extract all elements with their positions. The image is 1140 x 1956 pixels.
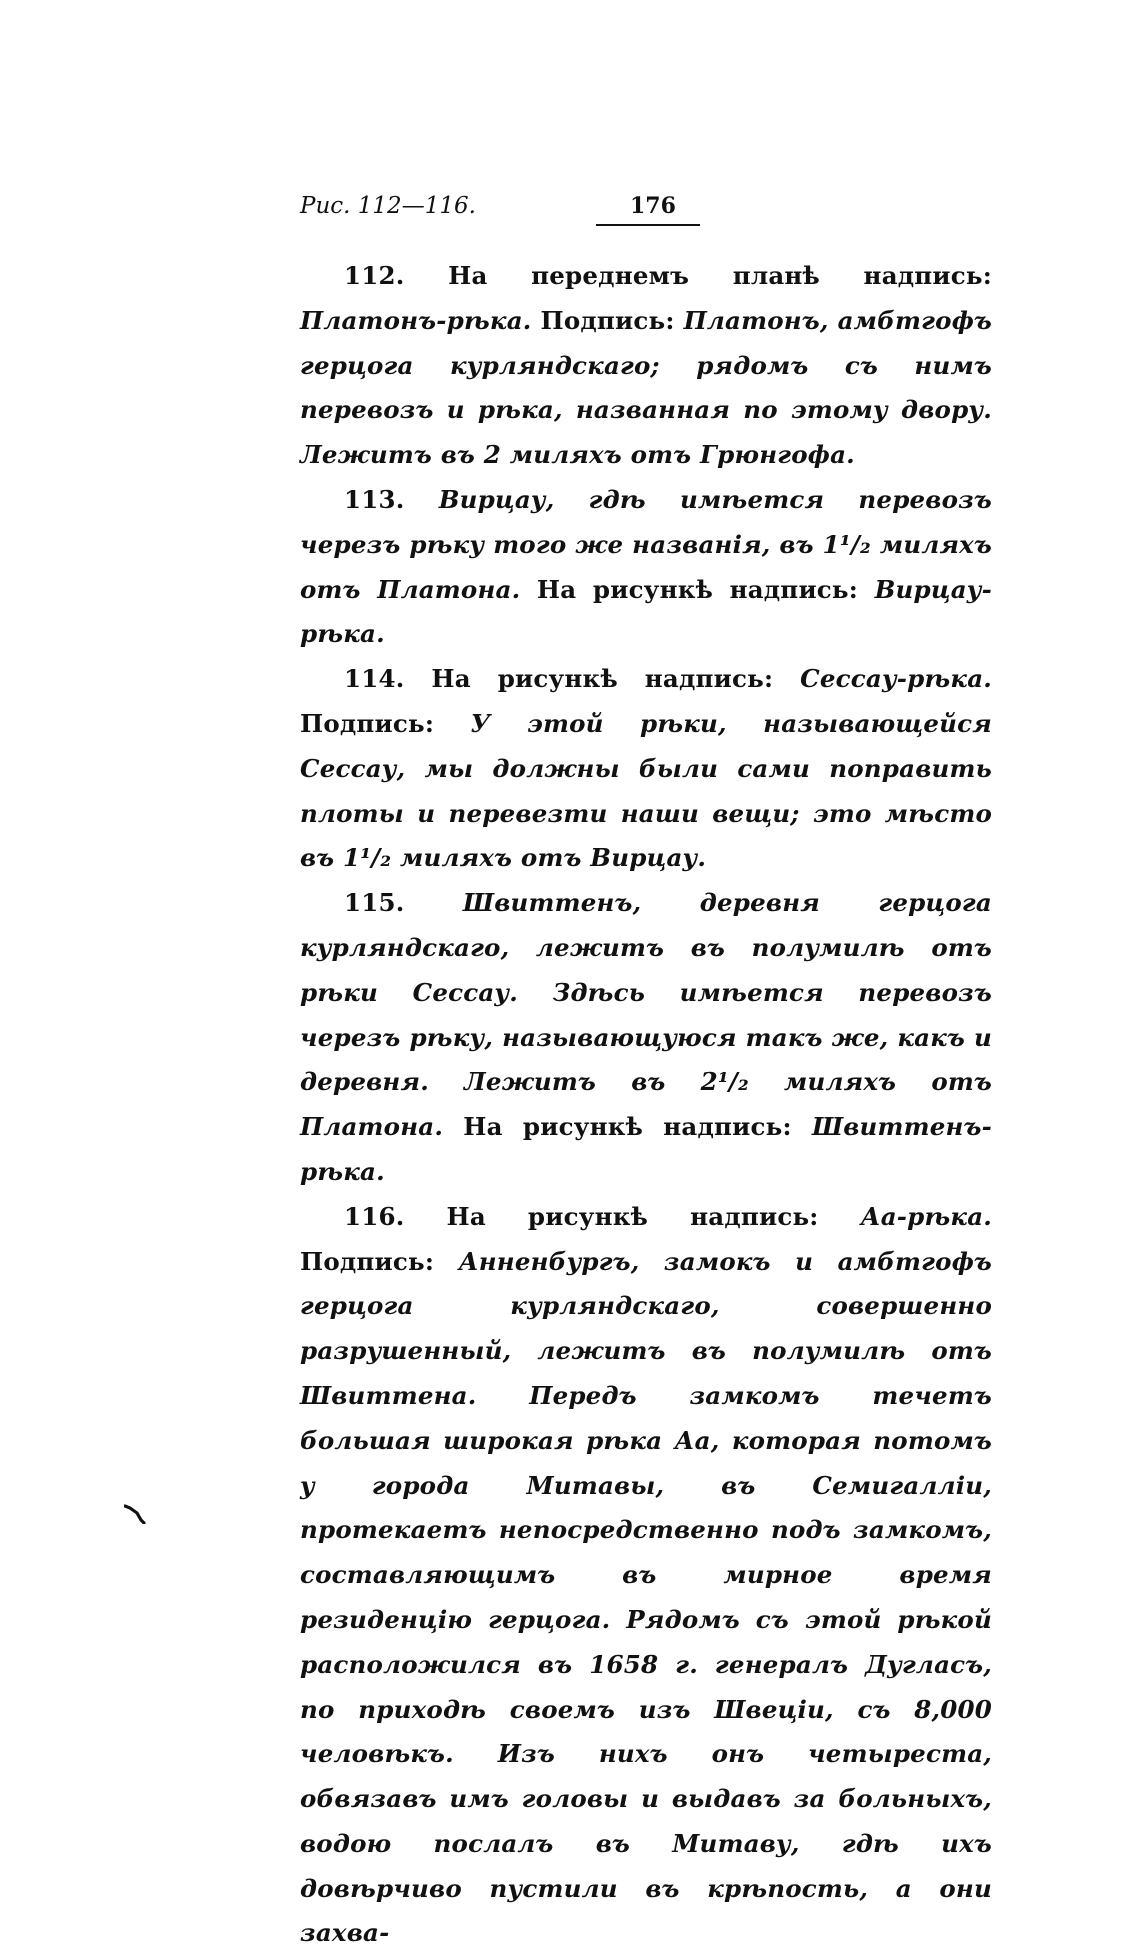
- entry-italic-text: Сессау-рѣка.: [800, 664, 992, 694]
- page-number: 176: [630, 193, 676, 219]
- entry-text: На рисункѣ надпись:: [404, 1201, 861, 1231]
- entry-italic-text: Анненбургъ, замокъ и амбтгофъ герцога курляндскаго, совершенно разрушенный, лежитъ въ полумилѣ отъ Швиттена. Передъ замкомъ течетъ большая широкая рѣка Аа, которая потомъ у города Митавы, въ Семигалліи, протекаетъ непосредственно подъ замкомъ, составляющимъ въ мирное время резиденцію герцога. Рядомъ съ этой рѣкой расположился въ 1658 г. генералъ Дугласъ, по приходѣ своемъ изъ Швеціи, съ 8,000 человѣкъ. Изъ нихъ онъ четыреста, обвязавъ имъ головы и выдавъ за больныхъ, водою послалъ въ Митаву, гдѣ ихъ довѣрчиво пустили въ крѣпость, а они захва-: [300, 1246, 992, 1948]
- caption-entry-115: [300, 881, 992, 1195]
- entry-italic-text: Швиттенъ, деревня герцога курляндскаго, лежитъ въ полумилѣ отъ рѣки Сессау. Здѣсь имѣется перевозъ черезъ рѣку, называющуюся такъ же, какъ и деревня. Лежитъ въ 2¹/₂ миляхъ отъ Платона.: [300, 888, 992, 1142]
- entry-text: На рисункѣ надпись:: [443, 1112, 812, 1142]
- entry-italic-text: Вирцау-рѣка.: [300, 574, 992, 649]
- entry-text: На рисункѣ надпись:: [404, 664, 801, 694]
- entry-text: Подпись:: [300, 708, 471, 738]
- header-rule: [596, 224, 700, 226]
- entry-italic-text: Швиттенъ-рѣка.: [300, 1112, 992, 1186]
- entry-italic-text: Аа-рѣка.: [860, 1201, 992, 1231]
- caption-text-block: [300, 254, 992, 1956]
- entry-number: 115.: [344, 888, 405, 918]
- entry-text: На переднемъ планѣ надпись:: [404, 261, 992, 290]
- entry-italic-text: Платонъ-рѣка.: [300, 305, 532, 335]
- entry-number: 112.: [344, 261, 405, 290]
- caption-entry-114: [300, 657, 992, 881]
- caption-entry-112: [300, 254, 992, 478]
- caption-range: Рис. 112—116.: [300, 193, 476, 219]
- running-header: [300, 186, 1000, 226]
- caption-entry-113: [300, 478, 992, 657]
- entry-number: 113.: [344, 484, 405, 514]
- entry-text: Подпись:: [531, 305, 684, 335]
- entry-number: 116.: [344, 1201, 405, 1231]
- entry-italic-text: Вирцау, гдѣ имѣется перевозъ черезъ рѣку того же названія, въ 1¹/₂ миляхъ отъ Платона.: [300, 484, 992, 604]
- entry-italic-text: Платонъ, амбтгофъ герцога курляндскаго; рядомъ съ нимъ перевозъ и рѣка, названная по этому двору. Лежитъ въ 2 миляхъ отъ Грюнгофа.: [300, 305, 992, 470]
- entry-italic-text: У этой рѣки, называющейся Сессау, мы должны были сами поправить плоты и перевезти наши вещи; это мѣсто въ 1¹/₂ миляхъ отъ Вирцау.: [300, 708, 992, 873]
- caption-entry-116: [300, 1195, 992, 1956]
- entry-text: Подпись:: [300, 1246, 459, 1276]
- entry-text: На рисункѣ надпись:: [520, 574, 875, 604]
- entry-number: 114.: [344, 664, 405, 694]
- stray-ink-mark: [124, 1504, 148, 1524]
